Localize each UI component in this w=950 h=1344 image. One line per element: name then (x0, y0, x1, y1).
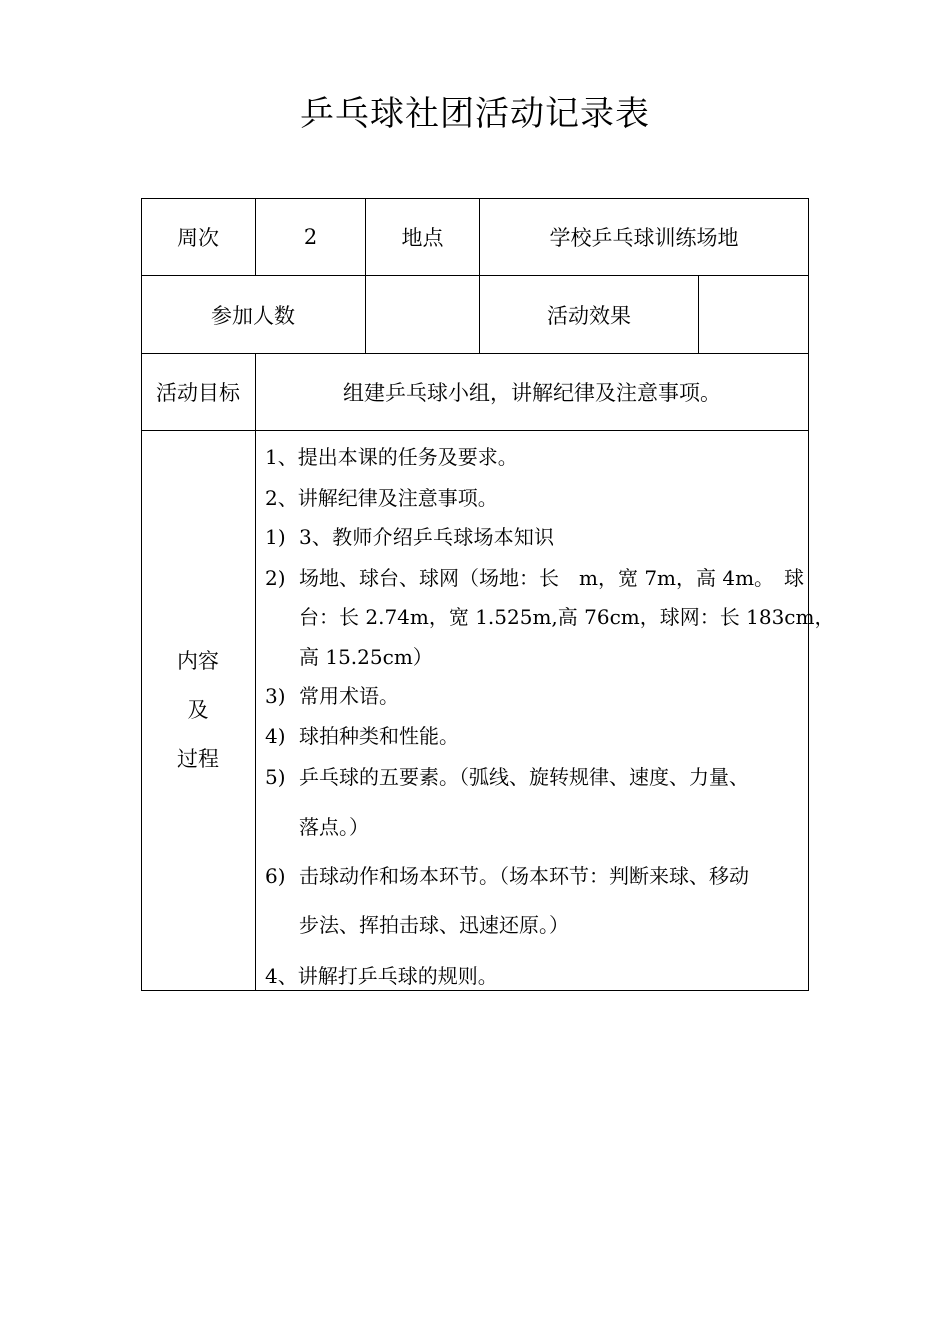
participants-value (366, 276, 480, 354)
item-text: 球拍种类和性能。 (299, 724, 459, 748)
item-number: 1) (265, 525, 286, 549)
content-item-3 (265, 680, 399, 709)
goal-value: 组建乒乓球小组，讲解纪律及注意事项。 (256, 354, 809, 431)
location-value: 学校乒乓球训练场地 (480, 198, 809, 276)
effect-value (699, 276, 809, 354)
content-item-5 (265, 761, 749, 790)
content-label-line-2: 及 (187, 698, 209, 722)
content-line-rules: 4、讲解打乒乓球的规则。 (265, 964, 498, 988)
content-item-5-continuation: 落点。） (299, 815, 369, 839)
content-label (141, 431, 256, 991)
item-text: 乒乓球的五要素。（弧线、旋转规律、速度、力量、 (299, 765, 749, 789)
week-value: 2 (256, 198, 366, 276)
content-item-4 (265, 720, 459, 749)
content-item-6-continuation: 步法、挥拍击球、迅速还原。） (299, 913, 569, 937)
item-number: 6) (265, 864, 286, 888)
content-label-line-3: 过程 (177, 747, 219, 771)
content-item-2-continuation-2: 高 15.25cm） (299, 645, 433, 669)
content-item-6 (265, 860, 749, 889)
content-line-2: 2、讲解纪律及注意事项。 (265, 486, 498, 510)
content-line-1: 1、提出本课的任务及要求。 (265, 445, 518, 469)
content-label-line-1: 内容 (177, 649, 219, 673)
location-label: 地点 (366, 198, 480, 276)
goal-label: 活动目标 (141, 354, 256, 431)
item-number: 3) (265, 684, 286, 708)
content-body (256, 431, 835, 991)
document-title: 乒乓球社团活动记录表 (300, 94, 650, 134)
content-item-2-continuation-1: 台：长 2.74m，宽 1.525m,高 76cm，球网：长 183cm， (299, 605, 835, 629)
item-number: 5) (265, 765, 286, 789)
content-item-1 (265, 521, 554, 550)
item-number: 2) (265, 566, 286, 590)
item-text: 3、教师介绍乒乓球场本知识 (299, 525, 555, 549)
item-text: 场地、球台、球网（场地：长 m，宽 7m，高 4m。 球 (299, 566, 805, 590)
item-text: 常用术语。 (299, 684, 399, 708)
effect-label: 活动效果 (480, 276, 699, 354)
item-text: 击球动作和场本环节。（场本环节：判断来球、移动 (299, 864, 749, 888)
week-label: 周次 (141, 198, 256, 276)
item-number: 4) (265, 724, 286, 748)
participants-label: 参加人数 (141, 276, 366, 354)
content-item-2 (265, 562, 804, 591)
